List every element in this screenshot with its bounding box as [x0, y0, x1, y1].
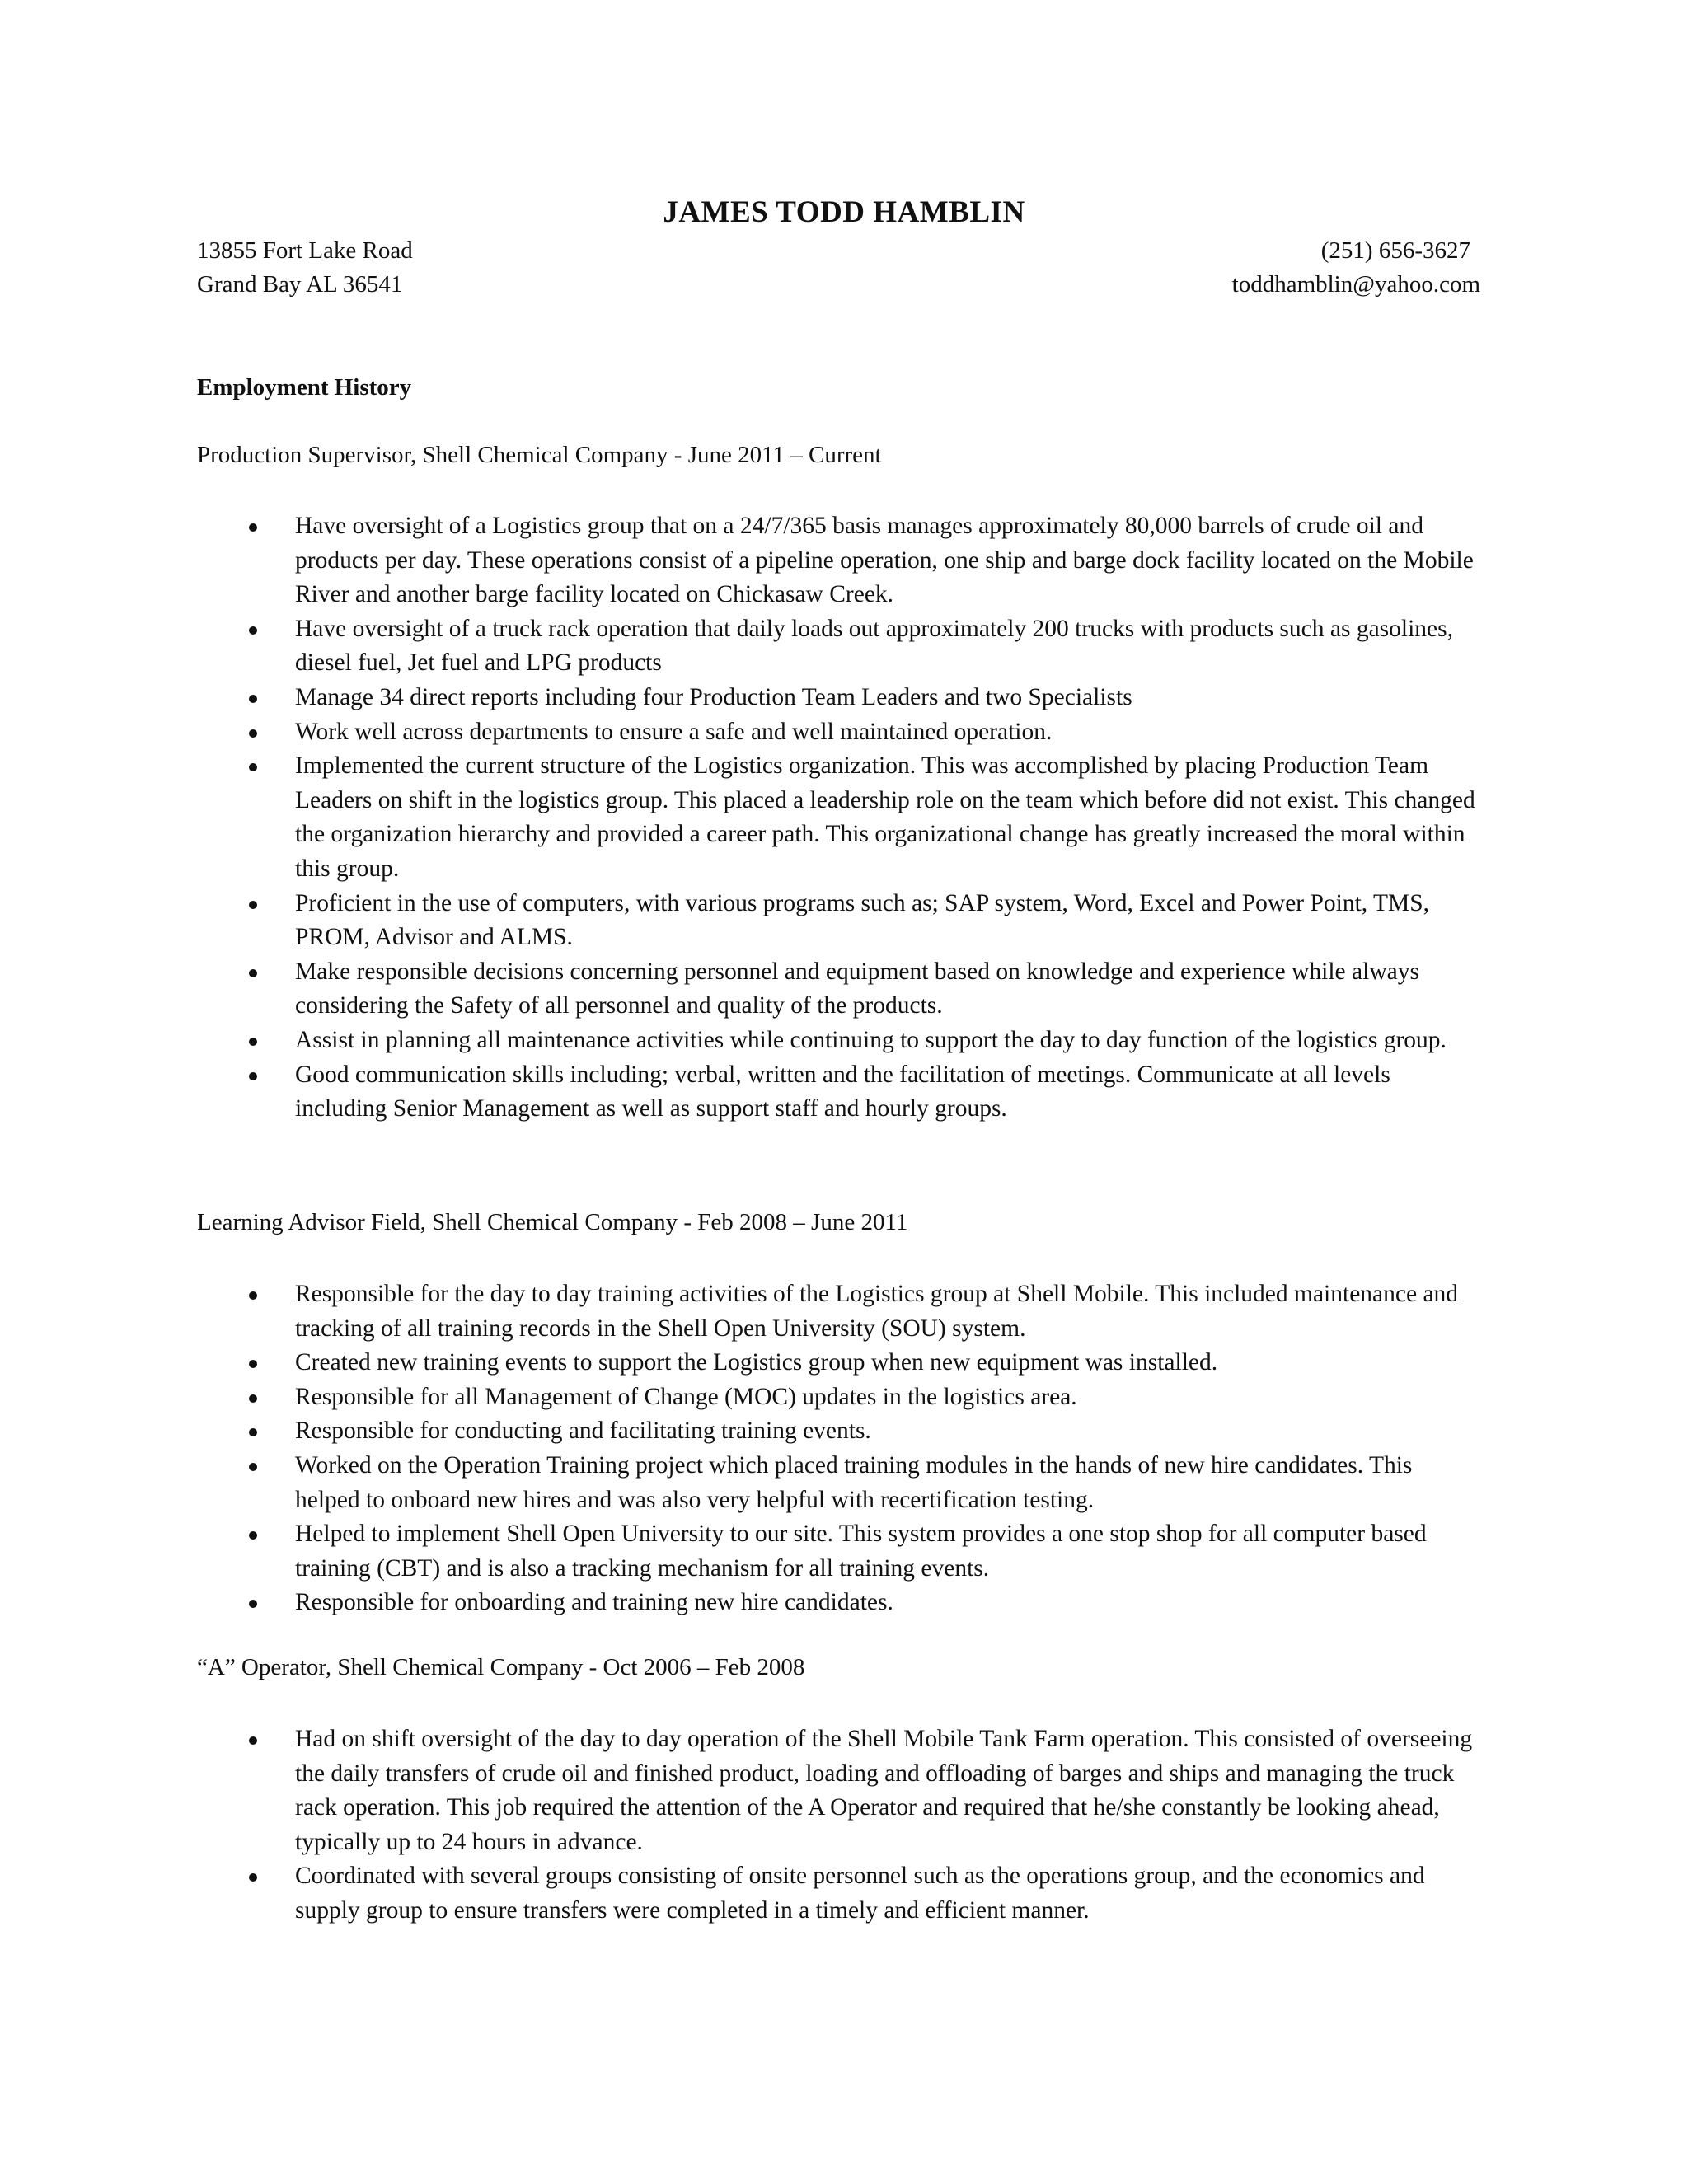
list-item	[295, 1277, 1482, 1346]
bullet-icon	[249, 763, 257, 771]
list-item	[295, 1346, 1482, 1380]
list-item	[295, 1859, 1482, 1928]
list-item	[295, 715, 1482, 750]
bullet-text: Coordinated with several groups consisting of onsite personnel such as the operations group, and the economics and supply group to ensure transfers were completed in a timely and efficient manner.	[295, 1863, 1425, 1924]
list-item	[295, 1380, 1482, 1415]
bullet-icon	[249, 1394, 257, 1403]
phone-number: (251) 656-3627	[1320, 237, 1470, 264]
contact-line-1	[197, 237, 1480, 270]
list-item	[295, 887, 1482, 955]
bullet-text: Responsible for conducting and facilitating training events.	[295, 1418, 871, 1445]
bullet-text: Make responsible decisions concerning personnel and equipment based on knowledge and experience while always considering the Safety of all personnel and quality of the products.	[295, 958, 1419, 1019]
job-title-learning-advisor: Learning Advisor Field, Shell Chemical Company - Feb 2008 – June 2011	[197, 1209, 908, 1235]
bullet-text: Implemented the current structure of the Logistics organization. This was accomplished by placing Production Team Leaders on shift in the logistics group. This placed a leadership role on the team which before did not exist. This changed the organization hierarchy and provided a career path. This organizational change has greatly increased the moral within this group.	[295, 752, 1475, 882]
employment-history-heading: Employment History	[197, 374, 412, 401]
bullet-icon	[249, 1291, 257, 1300]
bullet-text: Proficient in the use of computers, with various programs such as; SAP system, Word, Excel and Power Point, TMS, PROM, Advisor and ALMS.	[295, 889, 1430, 951]
list-item	[295, 1586, 1482, 1620]
bullet-text: Helped to implement Shell Open University to our site. This system provides a one stop shop for all computer based training (CBT) and is also a tracking mechanism for all training events.	[295, 1521, 1427, 1582]
bullet-text: Created new training events to support the Logistics group when new equipment was installed.	[295, 1349, 1218, 1376]
address-street: 13855 Fort Lake Road	[197, 237, 413, 264]
list-item	[295, 509, 1482, 612]
job-bullets-learning-advisor	[295, 1277, 1482, 1620]
bullet-text: Responsible for the day to day training activities of the Logistics group at Shell Mobile. This included maintenance and tracking of all training records in the Shell Open University (SOU) system.	[295, 1281, 1459, 1342]
bullet-icon	[249, 1463, 257, 1471]
bullet-icon	[249, 626, 257, 635]
address-city: Grand Bay AL 36541	[197, 271, 403, 298]
bullet-icon	[249, 1038, 257, 1046]
bullet-icon	[249, 1072, 257, 1080]
bullet-text: Have oversight of a truck rack operation that daily loads out approximately 200 trucks with products such as gasolines, diesel fuel, Jet fuel and LPG products	[295, 615, 1453, 677]
bullet-icon	[249, 1873, 257, 1882]
bullet-icon	[249, 1360, 257, 1368]
bullet-text: Manage 34 direct reports including four Production Team Leaders and two Specialists	[295, 683, 1132, 710]
list-item	[295, 1449, 1482, 1517]
bullet-text: Good communication skills including; verbal, written and the facilitation of meetings. Communicate at all levels including Senior Management as well as support staff and hourly groups.	[295, 1061, 1390, 1122]
list-item	[295, 612, 1482, 681]
bullet-text: Worked on the Operation Training project which placed training modules in the hands of new hire candidates. This helped to onboard new hires and was also very helpful with recertification testing.	[295, 1451, 1413, 1513]
job-bullets-a-operator	[295, 1722, 1482, 1929]
list-item	[295, 1722, 1482, 1859]
bullet-icon	[249, 1600, 257, 1608]
list-item	[295, 955, 1482, 1024]
email-address: toddhamblin@yahoo.com	[1231, 271, 1480, 298]
bullet-icon	[249, 695, 257, 703]
contact-line-2	[197, 271, 1480, 304]
bullet-icon	[249, 1736, 257, 1745]
bullet-text: Had on shift oversight of the day to day operation of the Shell Mobile Tank Farm operation. This consisted of overseeing the daily transfers of crude oil and finished product, loading and offloading of barges and ships and managing the truck rack operation. This job required the attention of the A Operator and required that he/she constantly be looking ahead, typically up to 24 hours in advance.	[295, 1726, 1473, 1855]
job-title-production-supervisor: Production Supervisor, Shell Chemical Company - June 2011 – Current	[197, 442, 882, 468]
bullet-icon	[249, 969, 257, 977]
bullet-text: Assist in planning all maintenance activities while continuing to support the day to day function of the logistics group.	[295, 1026, 1447, 1053]
list-item	[295, 1024, 1482, 1058]
list-item	[295, 1058, 1482, 1127]
bullet-text: Work well across departments to ensure a safe and well maintained operation.	[295, 718, 1053, 745]
bullet-icon	[249, 729, 257, 738]
bullet-icon	[249, 523, 257, 532]
bullet-icon	[249, 1531, 257, 1540]
job-title-a-operator: “A” Operator, Shell Chemical Company - Oct 2006 – Feb 2008	[197, 1654, 805, 1680]
bullet-text: Have oversight of a Logistics group that on a 24/7/365 basis manages approximately 80,000 barrels of crude oil and products per day. These operations consist of a pipeline operation, one ship and barge dock facility located on the Mobile River and another barge facility located on Chickasaw Creek.	[295, 513, 1474, 608]
list-item	[295, 749, 1482, 886]
bullet-text: Responsible for onboarding and training new hire candidates.	[295, 1589, 893, 1616]
bullet-icon	[249, 901, 257, 909]
list-item	[295, 681, 1482, 715]
list-item	[295, 1517, 1482, 1586]
resume-name: JAMES TODD HAMBLIN	[663, 195, 1025, 229]
bullet-icon	[249, 1428, 257, 1436]
job-bullets-production-supervisor	[295, 509, 1482, 1127]
list-item	[295, 1414, 1482, 1449]
bullet-text: Responsible for all Management of Change (MOC) updates in the logistics area.	[295, 1383, 1077, 1410]
